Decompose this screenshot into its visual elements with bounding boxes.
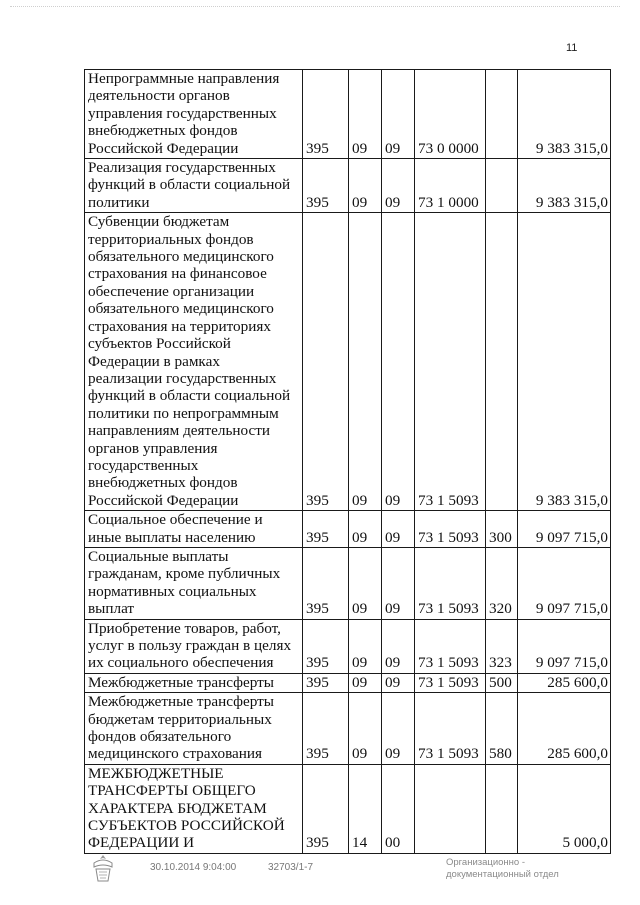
name-line: Приобретение товаров, работ, <box>88 619 281 637</box>
name-line: политики <box>88 193 150 211</box>
amount-cell: 9 383 315,0 <box>518 159 611 213</box>
name-line: МЕЖБЮДЖЕТНЫЕ <box>88 764 224 782</box>
page-number: 11 <box>566 42 578 54</box>
name-line: органов управления <box>88 439 218 457</box>
amount-cell: 285 600,0 <box>518 673 611 692</box>
name-line: выплат <box>88 600 135 618</box>
vr-cell <box>486 764 518 853</box>
pr-cell: 09 <box>382 619 415 673</box>
pr-cell: 00 <box>382 764 415 853</box>
name-line: бюджетам территориальных <box>88 710 272 728</box>
footer-org <box>446 857 559 881</box>
name-line: государственных <box>88 456 199 474</box>
ved-cell: 395 <box>303 764 349 853</box>
name-line: обеспечение организации <box>88 282 255 300</box>
csr-cell: 73 1 5093 <box>415 213 486 511</box>
name-line: субъектов Российской <box>88 335 231 353</box>
amount-cell: 5 000,0 <box>518 764 611 853</box>
scan-footer <box>90 855 610 895</box>
vr-cell <box>486 159 518 213</box>
name-line: Межбюджетные трансферты <box>88 673 274 691</box>
name-line: ТРАНСФЕРТЫ ОБЩЕГО <box>88 782 256 800</box>
vr-cell: 323 <box>486 619 518 673</box>
table-row <box>85 673 611 692</box>
csr-cell: 73 1 5093 <box>415 511 486 548</box>
rz-cell: 09 <box>349 693 382 765</box>
name-line: услуг в пользу граждан в целях <box>88 637 292 654</box>
table-row <box>85 764 611 853</box>
amount-cell: 9 383 315,0 <box>518 70 611 159</box>
name-cell <box>85 159 303 213</box>
name-line: территориальных фондов <box>88 230 254 248</box>
name-line: обязательного медицинского <box>88 300 274 318</box>
vr-cell <box>486 213 518 511</box>
ved-cell: 395 <box>303 619 349 673</box>
name-line: Социальные выплаты <box>88 547 229 565</box>
name-line: реализации государственных <box>88 369 277 387</box>
footer-org-line-1: Организационно - <box>446 857 526 868</box>
table-row <box>85 693 611 765</box>
table-row <box>85 619 611 673</box>
ved-cell: 395 <box>303 213 349 511</box>
rz-cell: 09 <box>349 70 382 159</box>
name-cell <box>85 547 303 619</box>
rz-cell: 09 <box>349 159 382 213</box>
csr-cell: 73 1 0000 <box>415 159 486 213</box>
vr-cell: 580 <box>486 693 518 765</box>
rz-cell: 09 <box>349 547 382 619</box>
name-line: управления государственных <box>88 104 277 122</box>
rz-cell: 09 <box>349 673 382 692</box>
rz-cell: 14 <box>349 764 382 853</box>
footer-org-line-2: документационный отдел <box>446 869 559 880</box>
name-line: Непрограммные направления <box>88 70 280 87</box>
rz-cell: 09 <box>349 619 382 673</box>
name-line: ФЕДЕРАЦИИ И <box>88 834 195 852</box>
pr-cell: 09 <box>382 213 415 511</box>
scan-header-marks <box>10 6 620 11</box>
name-cell <box>85 619 303 673</box>
name-cell <box>85 673 303 692</box>
csr-cell: 73 1 5093 <box>415 619 486 673</box>
pr-cell: 09 <box>382 511 415 548</box>
ved-cell: 395 <box>303 673 349 692</box>
vr-cell: 320 <box>486 547 518 619</box>
name-line: Субвенции бюджетам <box>88 213 230 231</box>
csr-cell: 73 1 5093 <box>415 547 486 619</box>
name-line: Межбюджетные трансферты <box>88 693 274 711</box>
vr-cell <box>486 70 518 159</box>
amount-cell: 285 600,0 <box>518 693 611 765</box>
name-line: нормативных социальных <box>88 582 257 600</box>
pr-cell: 09 <box>382 70 415 159</box>
footer-date: 30.10.2014 9:04:00 <box>150 862 237 873</box>
budget-table <box>84 69 611 854</box>
name-cell <box>85 764 303 853</box>
name-line: фондов обязательного <box>88 728 232 746</box>
name-line: Федерации в рамках <box>88 352 220 370</box>
csr-cell <box>415 764 486 853</box>
amount-cell: 9 097 715,0 <box>518 547 611 619</box>
name-line: направлениям деятельности <box>88 422 271 440</box>
name-line: обязательного медицинского <box>88 248 274 266</box>
name-line: Социальное обеспечение и <box>88 511 263 529</box>
amount-cell: 9 097 715,0 <box>518 511 611 548</box>
name-line: политики по непрограммным <box>88 404 279 422</box>
name-line: внебюджетных фондов <box>88 122 238 140</box>
rz-cell: 09 <box>349 213 382 511</box>
name-line: Российской Федерации <box>88 139 239 157</box>
name-line: медицинского страхования <box>88 745 263 763</box>
csr-cell: 73 1 5093 <box>415 673 486 692</box>
pr-cell: 09 <box>382 159 415 213</box>
name-line: деятельности органов <box>88 87 230 105</box>
name-line: ХАРАКТЕРА БЮДЖЕТАМ <box>88 799 267 817</box>
pr-cell: 09 <box>382 547 415 619</box>
name-line: Российской Федерации <box>88 491 239 509</box>
name-line: функций в области социальной <box>88 176 291 194</box>
name-cell <box>85 213 303 511</box>
name-line: страхования на финансовое <box>88 265 267 283</box>
name-line: их социального обеспечения <box>88 654 274 672</box>
pr-cell: 09 <box>382 693 415 765</box>
name-cell <box>85 70 303 159</box>
name-line: Реализация государственных <box>88 159 276 177</box>
government-emblem-icon <box>90 853 116 885</box>
ved-cell: 395 <box>303 547 349 619</box>
name-cell <box>85 511 303 548</box>
name-line: страхования на территориях <box>88 317 271 335</box>
ved-cell: 395 <box>303 693 349 765</box>
ved-cell: 395 <box>303 159 349 213</box>
table-row <box>85 70 611 159</box>
name-line: функций в области социальной <box>88 387 291 405</box>
pr-cell: 09 <box>382 673 415 692</box>
table-row <box>85 511 611 548</box>
vr-cell: 500 <box>486 673 518 692</box>
table-row <box>85 159 611 213</box>
ved-cell: 395 <box>303 511 349 548</box>
name-line: СУБЪЕКТОВ РОССИЙСКОЙ <box>88 817 285 835</box>
budget-table-body <box>85 70 611 854</box>
vr-cell: 300 <box>486 511 518 548</box>
name-line: иные выплаты населению <box>88 528 256 546</box>
amount-cell: 9 383 315,0 <box>518 213 611 511</box>
csr-cell: 73 0 0000 <box>415 70 486 159</box>
ved-cell: 395 <box>303 70 349 159</box>
table-row <box>85 213 611 511</box>
name-cell <box>85 693 303 765</box>
name-line: внебюджетных фондов <box>88 474 238 492</box>
rz-cell: 09 <box>349 511 382 548</box>
table-row <box>85 547 611 619</box>
footer-doc-number: 32703/1-7 <box>268 862 314 873</box>
amount-cell: 9 097 715,0 <box>518 619 611 673</box>
csr-cell: 73 1 5093 <box>415 693 486 765</box>
name-line: гражданам, кроме публичных <box>88 565 281 583</box>
